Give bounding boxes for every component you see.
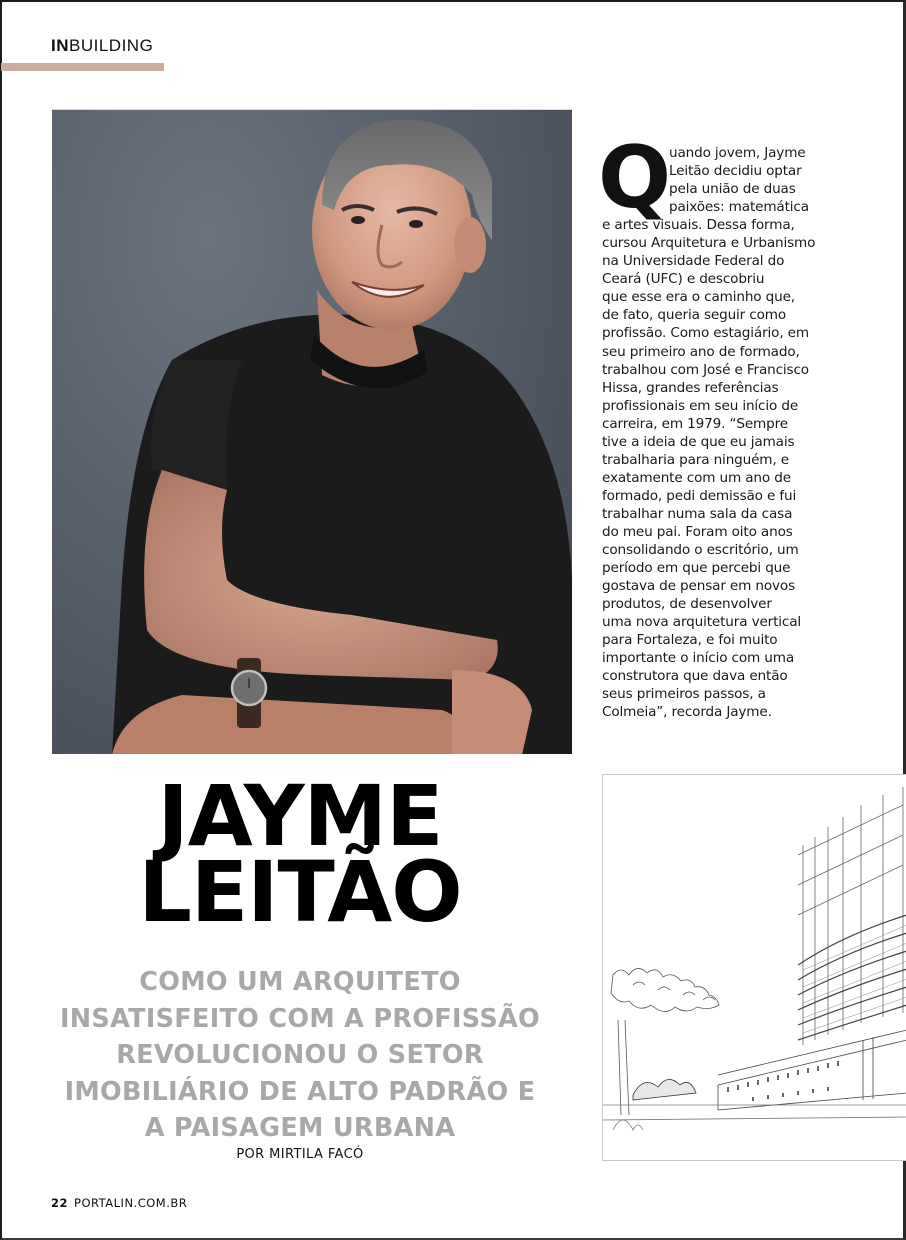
section-tag-bold: IN [51,36,69,55]
headline [90,767,510,941]
subtitle-line: A PAISAGEM URBANA [144,1113,456,1144]
subtitle-line: COMO UM ARQUITETO [139,967,461,997]
headline-line-1: JAYME [157,767,443,865]
article-line: carreira, em 1979. “Sempre [602,415,788,432]
sketch-illustration [603,775,906,1161]
article-line: de fato, queria seguir como [602,307,787,324]
article-line: trabalhar numa sala da casa [602,505,793,522]
section-tag [51,36,153,56]
subtitle-line: IMOBILIÁRIO DE ALTO PADRÃO E [64,1076,536,1107]
article-line: seu primeiro ano de formado, [602,343,800,360]
article-line: Colmeia”, recorda Jayme. [602,704,772,721]
article-line: na Universidade Federal do [602,253,785,270]
article-line: paixões: matemática [669,199,809,216]
article-line: uando jovem, Jayme [669,145,806,161]
section-accent-bar [1,63,164,71]
article-line: uma nova arquitetura vertical [602,614,802,631]
article-line: formado, pedi demissão e fui [602,487,797,504]
article-body [598,128,832,722]
page-number: 22 [51,1196,69,1210]
article-line: Hissa, grandes referências [602,379,779,396]
portrait-photo [52,109,572,754]
article-line: profissionais em seu início de [602,397,799,414]
article-line: tive a ideia de que eu jamais [602,433,795,450]
page-footer [51,1196,187,1210]
article-line: do meu pai. Foram oito anos [602,523,793,540]
article-line: Ceará (UFC) e descobriu [602,271,765,288]
article-line: para Fortaleza, e foi muito [602,632,778,649]
subtitle-line: REVOLUCIONOU O SETOR [116,1040,484,1071]
article-line: profissão. Como estagiário, em [602,325,809,342]
headline-line-2: LEITÃO [138,843,462,941]
article-line: trabalhou com José e Francisco [602,361,809,378]
dropcap: Q [598,128,671,228]
article-line: período em que percebi que [602,560,791,577]
article-line: produtos, de desenvolver [602,596,772,613]
architecture-sketch [602,774,906,1161]
site-name: PORTALIN.COM.BR [74,1196,188,1210]
subtitle [40,964,560,1147]
subtitle-line: INSATISFEITO COM A PROFISSÃO [59,1003,541,1034]
article-line: e artes visuais. Dessa forma, [602,217,795,234]
section-tag-light: BUILDING [69,36,154,55]
byline: POR MIRTILA FACÓ [236,1147,364,1162]
article-line: consolidando o escritório, um [602,542,799,559]
article-line: trabalharia para ninguém, e [602,451,789,468]
article-line: Leitão decidiu optar [669,163,802,180]
article-line: pela união de duas [669,181,796,198]
article-line: construtora que dava então [602,668,788,685]
article-line: seus primeiros passos, a [602,686,766,703]
article-line: exatamente com um ano de [602,469,791,486]
article-line: importante o início com uma [602,650,795,667]
article-line: cursou Arquitetura e Urbanismo [602,235,816,252]
article-line: que esse era o caminho que, [602,289,795,306]
article-line: gostava de pensar em novos [602,578,796,595]
portrait-illustration [52,110,572,754]
